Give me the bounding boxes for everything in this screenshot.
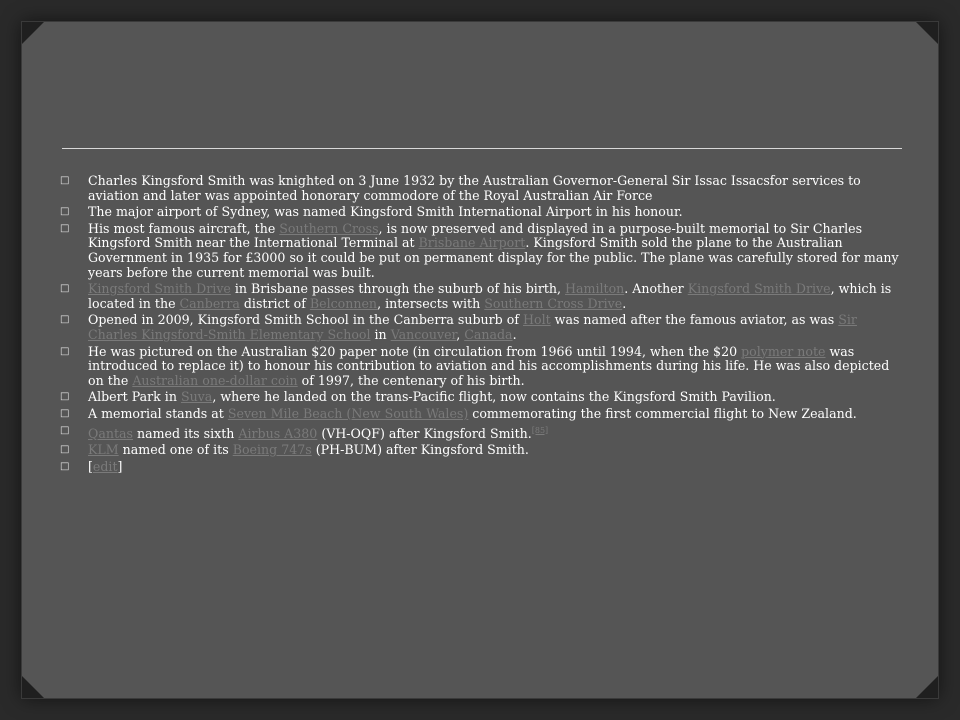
inline-link[interactable]: Suva — [180, 389, 213, 405]
square-bullet-icon: □ — [60, 222, 70, 234]
bullet-text: A memorial stands at — [88, 405, 228, 421]
bullet-text: . Another — [624, 281, 688, 297]
inline-link[interactable]: edit — [92, 458, 118, 474]
inline-link[interactable]: Southern Cross — [279, 220, 379, 236]
inline-link[interactable]: Hamilton — [565, 281, 625, 297]
inline-link[interactable]: Canberra — [179, 295, 240, 311]
bullet-item — [60, 443, 900, 458]
square-bullet-icon: □ — [60, 175, 70, 186]
square-bullet-icon: □ — [60, 206, 70, 218]
bullet-text: district of — [239, 295, 310, 311]
bullet-text: (PH-BUM) after Kingsford Smith. — [311, 442, 529, 458]
bullet-item — [60, 424, 900, 442]
bullet-text: ] — [117, 458, 123, 474]
bullet-text: named one of its — [118, 442, 233, 458]
bullet-item — [60, 345, 900, 389]
bullet-text: , is now preserved and displayed in a purpose-built memorial to Sir Charles Kingsford Smith near the International Terminal at — [88, 220, 863, 251]
slide-body — [60, 174, 900, 476]
corner-bevel — [916, 22, 938, 44]
bullet-text: [ — [88, 458, 93, 474]
inline-link[interactable]: Brisbane Airport — [418, 235, 526, 251]
bullet-text: Opened in 2009, Kingsford Smith School in the Canberra suburb of — [88, 312, 523, 328]
inline-link[interactable]: polymer note — [741, 343, 826, 359]
corner-bevel — [916, 676, 938, 698]
bullet-item — [60, 460, 900, 475]
inline-link[interactable]: KLM — [88, 442, 119, 458]
corner-bevel — [22, 22, 44, 44]
bullet-text: , where he landed on the trans-Pacific flight, now contains the Kingsford Smith Pavilion. — [212, 389, 776, 405]
inline-link[interactable]: Canada — [464, 326, 513, 342]
inline-link[interactable]: Vancouver — [390, 326, 457, 342]
inline-link[interactable]: Kingsford Smith Drive — [687, 281, 831, 297]
citation-superscript — [532, 426, 548, 435]
inline-link[interactable]: Seven Mile Beach (New South Wales) — [227, 405, 469, 421]
bullet-item — [60, 390, 900, 405]
bullet-text: His most famous aircraft, the — [88, 220, 280, 236]
bullet-item — [60, 407, 900, 422]
bullet-text: Albert Park in — [88, 389, 181, 405]
bullet-text: . — [512, 326, 517, 342]
bullet-text: , intersects with — [377, 295, 485, 311]
inline-link[interactable]: [85] — [531, 425, 549, 435]
bullet-text: commemorating the first commercial flight to New Zealand. — [468, 405, 857, 421]
square-bullet-icon: □ — [60, 444, 70, 456]
bullet-text: in Brisbane passes through the suburb of his birth, — [230, 281, 566, 297]
bullet-item — [60, 174, 900, 203]
inline-link[interactable]: Australian one-dollar coin — [132, 372, 298, 388]
inline-link[interactable]: Southern Cross Drive — [484, 295, 623, 311]
bullet-item — [60, 222, 900, 280]
square-bullet-icon: □ — [60, 283, 70, 295]
bullet-text: The major airport of Sydney, was named Kingsford Smith International Airport in his honour. — [88, 204, 683, 220]
bullet-text: , — [456, 326, 465, 342]
square-bullet-icon: □ — [60, 345, 70, 357]
bullet-text: was named after the famous aviator, as was — [550, 312, 839, 328]
square-bullet-icon: □ — [60, 391, 70, 403]
square-bullet-icon: □ — [60, 424, 70, 436]
bullet-text: . — [622, 295, 627, 311]
inline-link[interactable]: Kingsford Smith Drive — [88, 281, 231, 297]
bullet-text: , which is located in the — [88, 281, 892, 311]
bullet-list — [60, 174, 900, 474]
bullet-text: He was pictured on the Australian $20 paper note (in circulation from 1966 until 1994, when the $20 — [88, 343, 742, 359]
inline-link[interactable]: Holt — [523, 312, 551, 328]
inline-link[interactable]: Qantas — [88, 425, 133, 441]
bullet-text: (VH-OQF) after Kingsford Smith. — [317, 425, 532, 441]
inline-link[interactable]: Boeing 747s — [232, 442, 312, 458]
slide — [22, 22, 938, 698]
bullet-text: Charles Kingsford Smith was knighted on 3 June 1932 by the Australian Governor-General Sir Issac Issacsfor services to aviation and later was appointed honorary commodore of the Royal Australian Air Force — [88, 173, 861, 203]
bullet-text: in — [370, 326, 391, 342]
corner-bevel — [22, 676, 44, 698]
bullet-item — [60, 205, 900, 220]
bullet-text: . Kingsford Smith sold the plane to the Australian Government in 1935 for £3000 so it could be put on permanent display for the public. The plane was carefully stored for many years before the current memorial was built. — [88, 235, 899, 280]
inline-link[interactable]: Airbus A380 — [238, 425, 318, 441]
inline-link[interactable]: Sir Charles Kingsford-Smith Elementary School — [88, 312, 857, 342]
bullet-item — [60, 282, 900, 311]
bullet-text: was introduced to replace it) to honour his contribution to aviation and his accomplishments during his life. He was also depicted on the — [88, 343, 890, 388]
title-divider — [62, 148, 902, 149]
square-bullet-icon: □ — [60, 407, 70, 419]
bullet-text: named its sixth — [132, 425, 239, 441]
square-bullet-icon: □ — [60, 314, 70, 326]
inline-link[interactable]: Belconnen — [309, 295, 378, 311]
bullet-item — [60, 313, 900, 342]
bullet-text: of 1997, the centenary of his birth. — [297, 372, 525, 388]
square-bullet-icon: □ — [60, 460, 70, 472]
